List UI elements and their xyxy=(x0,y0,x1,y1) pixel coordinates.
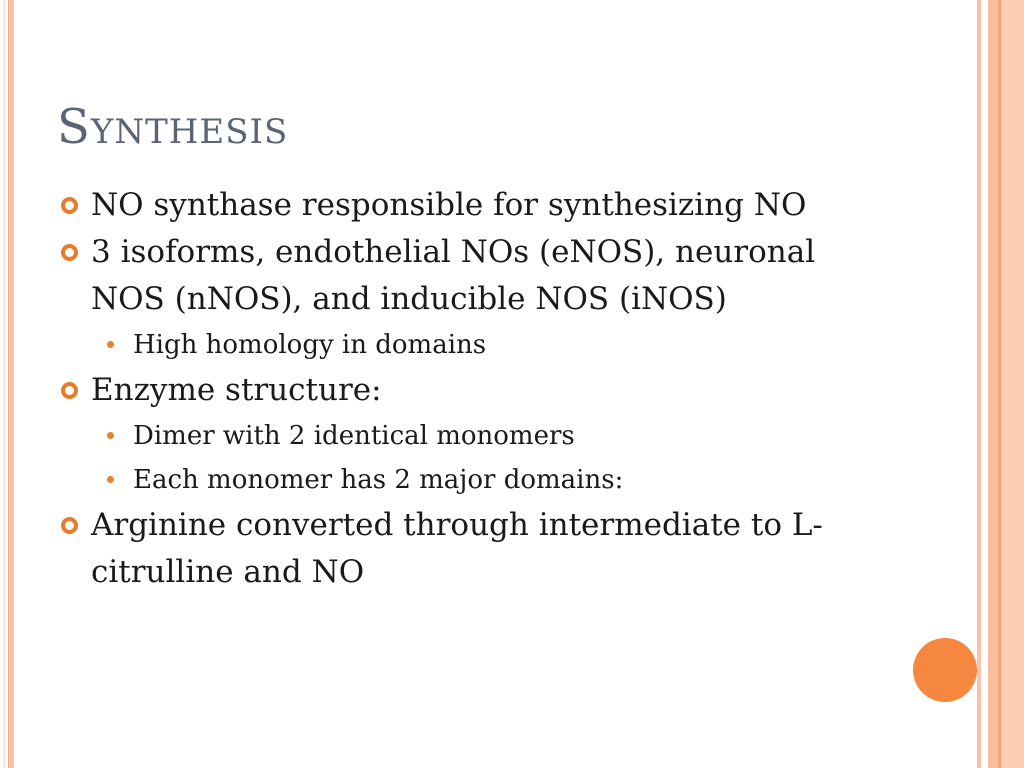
bullet-line: citrulline and NO xyxy=(91,554,365,590)
bullet-line: NO synthase responsible for synthesizing NO xyxy=(91,187,807,223)
bullet-line: Arginine converted through intermediate to L- xyxy=(91,507,823,543)
accent-circle xyxy=(913,638,977,702)
bullet-item xyxy=(60,367,890,414)
bullet-item xyxy=(60,229,890,323)
bullet-ring-icon xyxy=(61,244,78,261)
bullet-item xyxy=(60,502,890,596)
bullet-line: 3 isoforms, endothelial NOs (eNOS), neuronal xyxy=(91,234,816,270)
left-cream-stripe xyxy=(3,0,6,768)
bullet-dot-icon xyxy=(107,476,114,483)
bullet-line: High homology in domains xyxy=(133,330,487,360)
bullet-ring-icon xyxy=(61,197,78,214)
right-stripe-band xyxy=(988,0,1024,768)
bullet-line: Enzyme structure: xyxy=(91,372,382,408)
band-dark-line xyxy=(998,0,1001,768)
left-salmon-stripe xyxy=(8,0,14,768)
bullet-dot-icon xyxy=(107,432,114,439)
bullet-item xyxy=(60,182,890,229)
slide-title: Synthesis xyxy=(57,99,289,155)
bullet-line: Dimer with 2 identical monomers xyxy=(133,421,575,451)
bullet-dot-icon xyxy=(107,341,114,348)
bullet-line: Each monomer has 2 major domains: xyxy=(133,465,624,495)
right-thin-stripe xyxy=(977,0,981,768)
bullet-list xyxy=(60,182,890,596)
bullet-item xyxy=(60,458,890,502)
bullet-ring-icon xyxy=(61,382,78,399)
bullet-line: NOS (nNOS), and inducible NOS (iNOS) xyxy=(91,281,727,317)
band-medium-stripe xyxy=(988,0,998,768)
bullet-item xyxy=(60,414,890,458)
bullet-ring-icon xyxy=(61,517,78,534)
bullet-item xyxy=(60,323,890,367)
